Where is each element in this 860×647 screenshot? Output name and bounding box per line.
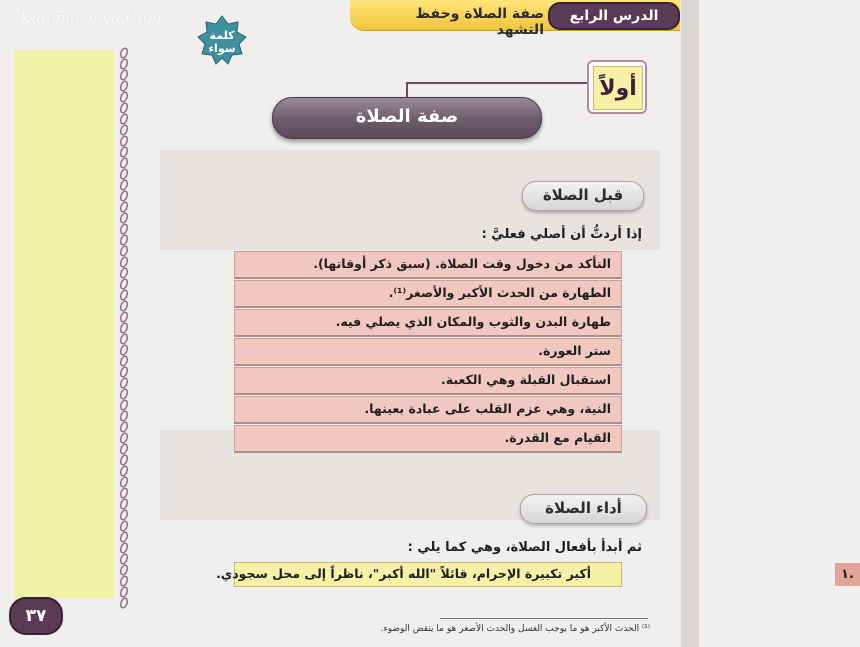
main-title-banner — [272, 97, 542, 139]
performing-prayer-heading: أداء الصلاة — [545, 499, 622, 517]
section-number: أولاً — [599, 76, 637, 101]
list-item: طهارة البدن والثوب والمكان الذي يصلي فيه. — [234, 309, 622, 337]
list-item: الطهارة من الحدث الأكبر والأصغر⁽¹⁾. — [234, 280, 622, 308]
connector-line — [406, 82, 587, 84]
page-number: ٣٧ — [9, 597, 63, 635]
footnote: ⁽¹⁾ الحدث الأكبر هو ما يوجب الغسل والحدث الأصغر هو ما ينقض الوضوء. — [380, 624, 650, 634]
logo-text: كلمة سواء — [208, 29, 236, 55]
main-title: صفة الصلاة — [355, 106, 459, 127]
list-item: التأكد من دخول وقت الصلاة. (سبق ذكر أوقاتها). — [234, 251, 622, 279]
list-item: ستر العورة. — [234, 338, 622, 366]
performing-prayer-heading-pill — [520, 494, 647, 524]
page-edge — [681, 0, 699, 647]
list-item: القيام مع القدرة. — [234, 425, 622, 453]
performing-prayer-intro: ثم أبدأ بأفعال الصلاة، وهي كما يلي : — [407, 540, 642, 555]
watermark: Kalemasawa.Com — [20, 9, 162, 27]
lesson-badge: الدرس الرابع — [548, 2, 680, 30]
list-item-text: أكبر تكبيرة الإحرام، قائلاً "الله أكبر"، ناظراً إلى محل سجودي. — [216, 566, 591, 581]
list-item: النية، وهي عزم القلب على عبادة بعينها. — [234, 396, 622, 424]
footnote-divider — [440, 618, 648, 619]
section-number-box — [587, 60, 647, 114]
before-prayer-intro: إذا أردتُّ أن أصلي فعليَّ : — [481, 227, 642, 242]
margin-notes-area — [14, 50, 114, 598]
connector-line — [406, 82, 408, 98]
decorative-chain-border — [118, 44, 130, 604]
before-prayer-heading: قبل الصلاة — [542, 186, 624, 204]
list-item — [216, 562, 854, 587]
list-item-number: ١. — [835, 563, 860, 586]
list-item: استقبال القبلة وهي الكعبة. — [234, 367, 622, 395]
lesson-subtitle: صفة الصلاة وحفظ التشهد — [415, 6, 544, 38]
before-prayer-heading-pill — [522, 181, 644, 211]
